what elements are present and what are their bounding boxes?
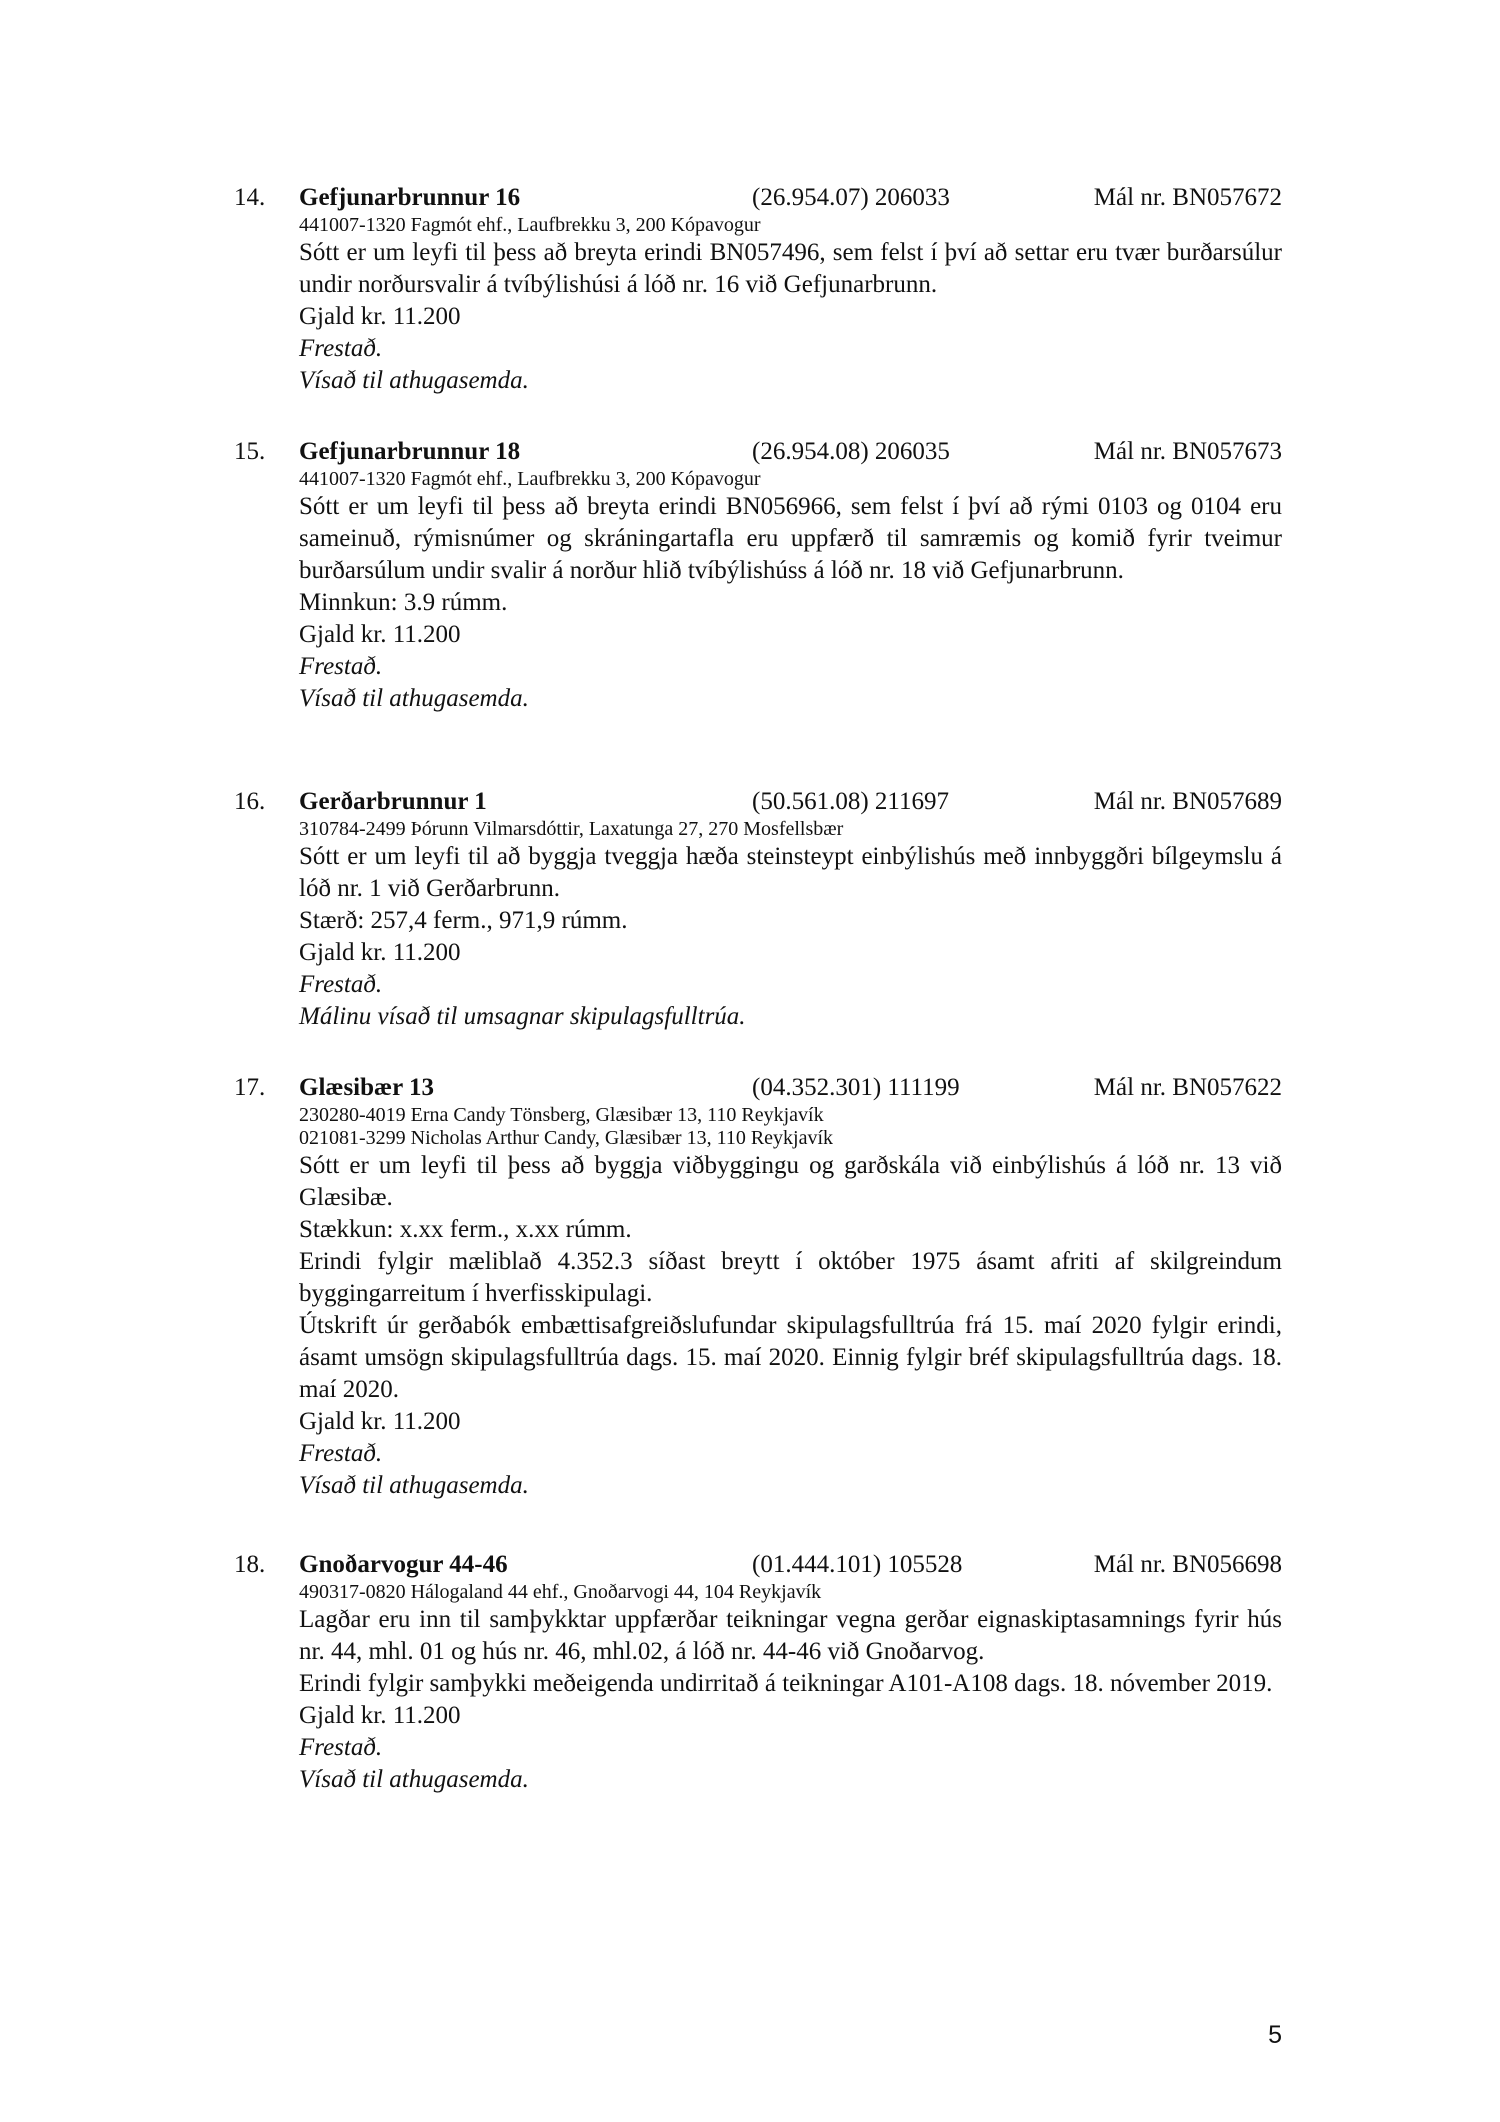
description: Sótt er um leyfi til þess að breyta erindi BN056966, sem felst í því að rými 0103 og 0104 eru sameinuð, rýmisnúmer og skráningartafla eru uppfærð til samræmis og komið fyrir tveimur burðarsúlum undir svalir á norður hlið tvíbýlishúss á lóð nr. 18 við Gefjunarbrunn.	[299, 493, 1282, 584]
entry-number: 17.	[234, 1074, 266, 1101]
property-reference: (04.352.301) 111199	[752, 1074, 960, 1101]
fee: Gjald kr. 11.200	[299, 621, 461, 648]
entry-number: 16.	[234, 788, 266, 815]
entry-header	[0, 786, 1500, 818]
entry-header	[0, 182, 1500, 214]
case-entry-14	[0, 182, 1500, 397]
attachment-note: Erindi fylgir mæliblað 4.352.3 síðast breytt í október 1975 ásamt afriti af skilgreindum byggingarreitum í hverfisskipulagi.	[299, 1248, 1282, 1307]
case-entry-15	[0, 436, 1500, 715]
case-entry-18	[0, 1549, 1500, 1796]
decision: Vísað til athugasemda.	[299, 367, 529, 394]
applicant: 490317-0820 Hálogaland 44 ehf., Gnoðarvogi 44, 104 Reykjavík	[299, 1581, 822, 1603]
decision: Vísað til athugasemda.	[299, 1766, 529, 1793]
fee: Gjald kr. 11.200	[299, 303, 461, 330]
case-number: Mál nr. BN057622	[1093, 1074, 1282, 1101]
property-address: Gerðarbrunnur 1	[299, 788, 487, 815]
applicant: 310784-2499 Þórunn Vilmarsdóttir, Laxatunga 27, 270 Mosfellsbær	[299, 818, 844, 840]
case-number: Mál nr. BN057673	[1093, 438, 1282, 465]
entry-header	[0, 1549, 1500, 1581]
case-entry-17	[0, 1072, 1500, 1502]
entry-number: 14.	[234, 184, 266, 211]
decision: Frestað.	[299, 653, 383, 680]
decision: Frestað.	[299, 335, 383, 362]
property-reference: (26.954.08) 206035	[752, 438, 950, 465]
applicant: 230280-4019 Erna Candy Tönsberg, Glæsibær 13, 110 Reykjavík	[299, 1104, 824, 1126]
property-address: Gefjunarbrunnur 18	[299, 438, 521, 465]
fee: Gjald kr. 11.200	[299, 1408, 461, 1435]
applicant: 441007-1320 Fagmót ehf., Laufbrekku 3, 200 Kópavogur	[299, 214, 761, 236]
entry-number: 15.	[234, 438, 266, 465]
description: Lagðar eru inn til samþykktar uppfærðar teikningar vegna gerðar eignaskiptasamnings fyrir hús nr. 44, mhl. 01 og hús nr. 46, mhl.02, á lóð nr. 44-46 við Gnoðarvog.	[299, 1606, 1282, 1665]
fee: Gjald kr. 11.200	[299, 1702, 461, 1729]
fee: Gjald kr. 11.200	[299, 939, 461, 966]
decision: Málinu vísað til umsagnar skipulagsfulltrúa.	[299, 1003, 746, 1030]
entry-header	[0, 436, 1500, 468]
decision: Vísað til athugasemda.	[299, 685, 529, 712]
applicant: 021081-3299 Nicholas Arthur Candy, Glæsibær 13, 110 Reykjavík	[299, 1127, 834, 1149]
size-increase: Stækkun: x.xx ferm., x.xx rúmm.	[299, 1216, 632, 1243]
attachment-note: Útskrift úr gerðabók embættisafgreiðslufundar skipulagsfulltrúa frá 15. maí 2020 fylgir erindi, ásamt umsögn skipulagsfulltrúa dags. 15. maí 2020. Einnig fylgir bréf skipulagsfulltrúa dags. 18. maí 2020.	[299, 1312, 1282, 1403]
applicant: 441007-1320 Fagmót ehf., Laufbrekku 3, 200 Kópavogur	[299, 468, 761, 490]
case-number: Mál nr. BN056698	[1093, 1551, 1282, 1578]
volume-change: Minnkun: 3.9 rúmm.	[299, 589, 508, 616]
property-reference: (01.444.101) 105528	[752, 1551, 963, 1578]
description: Sótt er um leyfi til þess að byggja viðbyggingu og garðskála við einbýlishús á lóð nr. 13 við Glæsibæ.	[299, 1152, 1282, 1211]
page-number: 5	[1268, 2021, 1282, 2049]
property-reference: (26.954.07) 206033	[752, 184, 950, 211]
case-number: Mál nr. BN057689	[1093, 788, 1282, 815]
property-address: Gefjunarbrunnur 16	[299, 184, 521, 211]
description: Sótt er um leyfi til þess að breyta erindi BN057496, sem felst í því að settar eru tvær burðarsúlur undir norðursvalir á tvíbýlishúsi á lóð nr. 16 við Gefjunarbrunn.	[299, 239, 1282, 298]
case-number: Mál nr. BN057672	[1093, 184, 1282, 211]
decision: Frestað.	[299, 1734, 383, 1761]
attachment-note: Erindi fylgir samþykki meðeigenda undirritað á teikningar A101-A108 dags. 18. nóvember 2019.	[299, 1670, 1273, 1697]
decision: Frestað.	[299, 1440, 383, 1467]
property-address: Glæsibær 13	[299, 1074, 434, 1101]
description: Sótt er um leyfi til að byggja tveggja hæða steinsteypt einbýlishús með innbyggðri bílgeymslu á lóð nr. 1 við Gerðarbrunn.	[299, 843, 1282, 902]
entry-number: 18.	[234, 1551, 266, 1578]
decision: Frestað.	[299, 971, 383, 998]
decision: Vísað til athugasemda.	[299, 1472, 529, 1499]
size: Stærð: 257,4 ferm., 971,9 rúmm.	[299, 907, 628, 934]
entry-header	[0, 1072, 1500, 1104]
property-address: Gnoðarvogur 44-46	[299, 1551, 508, 1578]
property-reference: (50.561.08) 211697	[752, 788, 949, 815]
case-entry-16	[0, 786, 1500, 1033]
